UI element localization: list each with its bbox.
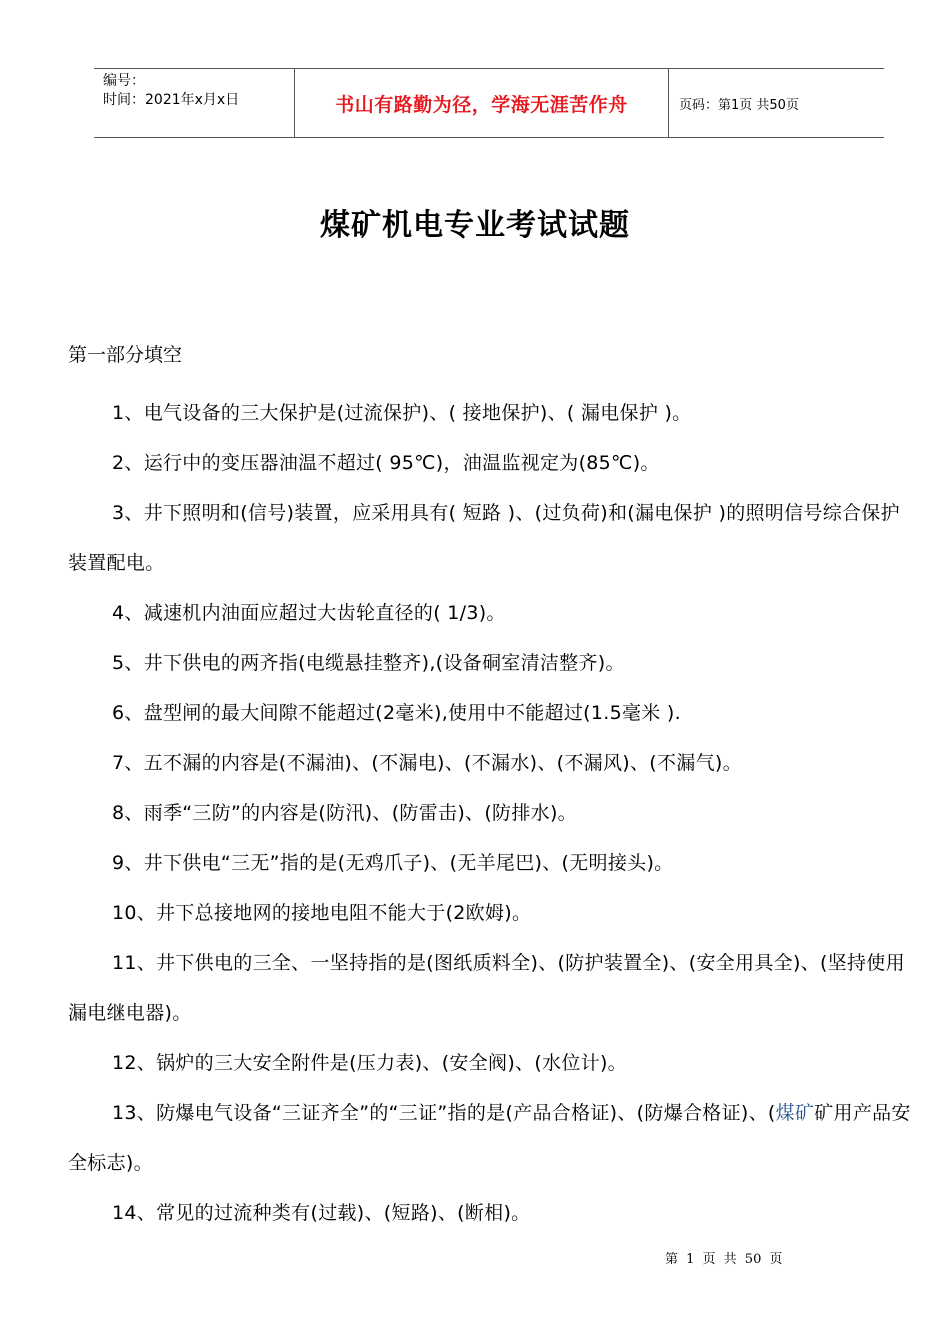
question-item: 5、井下供电的两齐指(电缆悬挂整齐),(设备硐室清洁整齐)。 <box>112 652 625 674</box>
q13-text-after: 矿用产品安全标志)。 <box>68 1102 911 1174</box>
question-item: 10、井下总接地网的接地电阻不能大于(2欧姆)。 <box>112 902 532 924</box>
q13-link[interactable]: 煤矿 <box>775 1102 815 1124</box>
section-title: 第一部分填空 <box>68 344 183 366</box>
question-item: 11、井下供电的三全、一坚持指的是(图纸质料全)、(防护装置全)、(安全用具全)、(坚持使用漏电继电器)。 <box>68 952 905 1024</box>
header-table <box>94 68 884 138</box>
question-item: 12、锅炉的三大安全附件是(压力表)、(安全阀)、(水位计)。 <box>112 1052 627 1074</box>
question-item: 6、盘型闸的最大间隙不能超过(2毫米),使用中不能超过(1.5毫米 ). <box>112 702 681 724</box>
question-item: 8、雨季“三防”的内容是(防汛)、(防雷击)、(防排水)。 <box>112 802 577 824</box>
doc-number-label: 编号： <box>103 73 145 89</box>
question-item: 2、运行中的变压器油温不超过( 95℃)，油温监视定为(85℃)。 <box>112 452 660 474</box>
question-item: 4、减速机内油面应超过大齿轮直径的( 1/3)。 <box>112 602 506 624</box>
document-title: 煤矿机电专业考试试题 <box>320 208 630 243</box>
question-item: 1、电气设备的三大保护是(过流保护)、( 接地保护)、( 漏电保护 )。 <box>112 402 692 424</box>
question-item: 7、五不漏的内容是(不漏油)、(不漏电)、(不漏水)、(不漏风)、(不漏气)。 <box>112 752 742 774</box>
q13-text-before: 13、防爆电气设备“三证齐全”的“三证”指的是(产品合格证)、(防爆合格证)、( <box>112 1102 776 1124</box>
question-list <box>68 388 918 1238</box>
header-motto-cell <box>295 69 669 137</box>
question-item: 14、常见的过流种类有(过载)、(短路)、(断相)。 <box>112 1202 531 1224</box>
question-item-13 <box>68 1088 918 1188</box>
date-label: 时间：2021年x月x日 <box>103 92 240 108</box>
header-meta-cell <box>94 69 295 137</box>
header-page-info: 页码：第1页 共50页 <box>679 97 799 113</box>
page-footer: 第 1 页 共 50 页 <box>665 1252 783 1267</box>
question-item: 3、井下照明和(信号)装置，应采用具有( 短路 )、(过负荷)和(漏电保护 )的照明信号综合保护装置配电。 <box>68 502 900 574</box>
question-item: 9、井下供电“三无”指的是(无鸡爪子)、(无羊尾巴)、(无明接头)。 <box>112 852 674 874</box>
header-motto: 书山有路勤为径，学海无涯苦作舟 <box>335 93 628 116</box>
header-page-cell <box>669 69 884 137</box>
